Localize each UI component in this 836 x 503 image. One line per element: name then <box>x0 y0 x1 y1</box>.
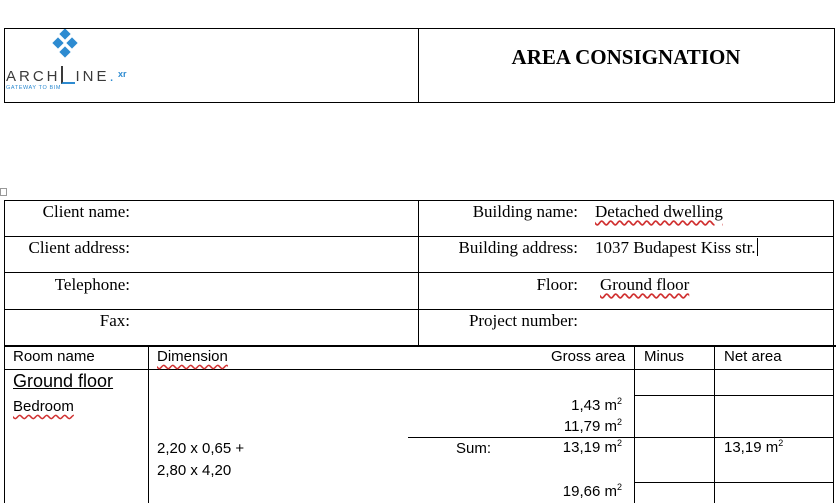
building-address-label: Building address: <box>458 238 578 257</box>
info-border-top <box>4 200 834 201</box>
building-name-value[interactable]: Detached dwelling <box>595 202 723 221</box>
text-cursor <box>757 238 758 256</box>
table-handle-icon[interactable] <box>0 188 7 196</box>
fax-label: Fax: <box>99 311 130 330</box>
logo-tagline: GATEWAY TO BIM <box>6 85 62 91</box>
dimension-line-2: 2,80 x 4,20 <box>157 462 232 479</box>
minus-row-line-3 <box>634 482 834 483</box>
minus-header: Minus <box>644 348 685 365</box>
gross-area-2: 11,79 $m^2$ <box>563 417 622 435</box>
minus-row-line-1 <box>634 395 834 396</box>
info-row-line-2 <box>4 272 834 273</box>
building-address-value[interactable]: 1037 Budapest Kiss str. <box>595 238 756 257</box>
dimension-col-line <box>148 346 149 503</box>
logo <box>0 28 418 102</box>
minus-row-line-2 <box>634 437 834 438</box>
header-divider <box>418 28 419 103</box>
floor-label: Floor: <box>536 275 578 294</box>
info-row-line-1 <box>4 236 834 237</box>
sum-label: Sum: <box>456 440 492 457</box>
minus-col-line <box>634 346 635 503</box>
gross-area-header: Gross area <box>551 348 626 365</box>
logo-suffix: xr <box>118 69 127 79</box>
info-row-line-3 <box>4 309 834 310</box>
room-name-header: Room name <box>13 348 95 365</box>
gross-area-next: 19,66 $m^2$ <box>562 482 622 500</box>
document-title: AREA CONSIGNATION <box>511 45 741 69</box>
floor-value[interactable]: Ground floor <box>600 275 690 294</box>
sum-line <box>408 437 636 438</box>
project-number-label: Project number: <box>468 311 578 330</box>
room-table-right <box>833 346 834 503</box>
room-table-left <box>4 346 5 503</box>
dimension-line-1: 2,20 x 0,65 + <box>157 440 245 457</box>
client-name-label: Client name: <box>42 202 130 221</box>
logo-wordmark: ARCH INE. <box>6 68 117 85</box>
floor-name: Ground floor <box>13 371 114 391</box>
info-border-bottom <box>4 345 836 347</box>
net-area-sum: 13,19 $m^2$ <box>724 438 784 456</box>
gross-area-1: 1,43 $m^2$ <box>571 396 622 414</box>
net-area-header: Net area <box>724 348 782 365</box>
building-name-label: Building name: <box>472 202 578 221</box>
telephone-label: Telephone: <box>54 275 130 294</box>
room-name: Bedroom <box>13 398 74 415</box>
net-col-line <box>714 346 715 503</box>
room-header-bottom <box>4 369 834 370</box>
logo-diamonds-icon <box>49 29 85 61</box>
info-border-right <box>833 200 834 346</box>
header-border-bottom <box>4 102 835 103</box>
dimension-header: Dimension <box>157 348 228 365</box>
header-border-right <box>834 28 835 103</box>
gross-area-sum: 13,19 $m^2$ <box>562 438 622 456</box>
client-address-label: Client address: <box>28 238 130 257</box>
